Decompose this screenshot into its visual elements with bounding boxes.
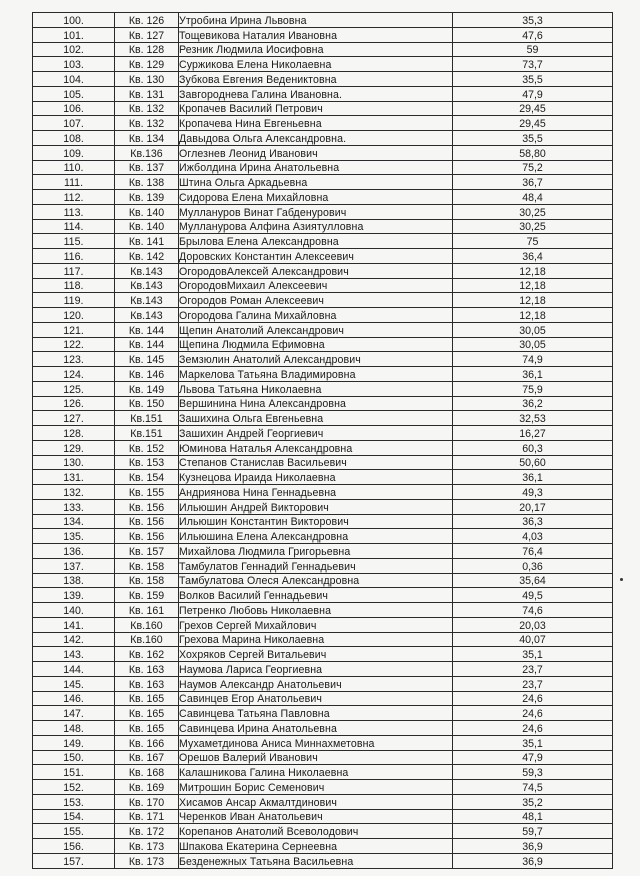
row-number: 115. bbox=[33, 234, 115, 249]
owner-name-cell: Тамбулатов Геннадий Геннадьевич bbox=[179, 558, 453, 573]
owner-name-cell: Тощевикова Наталия Ивановна bbox=[179, 27, 453, 42]
table-row bbox=[33, 116, 613, 131]
apartment-cell: Кв. 165 bbox=[115, 706, 179, 721]
owner-name-cell: ОгородовМихаил Алексеевич bbox=[179, 278, 453, 293]
table-row bbox=[33, 13, 613, 28]
apartment-cell: Кв. 168 bbox=[115, 765, 179, 780]
apartment-cell: Кв. 158 bbox=[115, 573, 179, 588]
table-row bbox=[33, 381, 613, 396]
table-row bbox=[33, 293, 613, 308]
row-number: 146. bbox=[33, 691, 115, 706]
table-row bbox=[33, 499, 613, 514]
row-number: 123. bbox=[33, 352, 115, 367]
row-number: 110. bbox=[33, 160, 115, 175]
owners-table-body bbox=[33, 13, 613, 869]
area-cell: 48,1 bbox=[453, 809, 613, 824]
row-number: 129. bbox=[33, 440, 115, 455]
table-row bbox=[33, 662, 613, 677]
owner-name-cell: Зашихина Ольга Евгеньевна bbox=[179, 411, 453, 426]
table-row bbox=[33, 308, 613, 323]
area-cell: 40,07 bbox=[453, 632, 613, 647]
area-cell: 23,7 bbox=[453, 676, 613, 691]
table-row bbox=[33, 573, 613, 588]
row-number: 111. bbox=[33, 175, 115, 190]
row-number: 144. bbox=[33, 662, 115, 677]
table-row bbox=[33, 175, 613, 190]
row-number: 101. bbox=[33, 27, 115, 42]
table-row bbox=[33, 470, 613, 485]
row-number: 134. bbox=[33, 514, 115, 529]
table-row bbox=[33, 706, 613, 721]
owner-name-cell: Огородов Роман Алексеевич bbox=[179, 293, 453, 308]
row-number: 140. bbox=[33, 603, 115, 618]
row-number: 151. bbox=[33, 765, 115, 780]
area-cell: 35,1 bbox=[453, 735, 613, 750]
area-cell: 75,9 bbox=[453, 381, 613, 396]
area-cell: 49,3 bbox=[453, 485, 613, 500]
owner-name-cell: Утробина Ирина Львовна bbox=[179, 13, 453, 28]
table-row bbox=[33, 514, 613, 529]
owner-name-cell: Муллануров Винат Габденурович bbox=[179, 204, 453, 219]
apartment-cell: Кв. 169 bbox=[115, 780, 179, 795]
owner-name-cell: Зашихин Андрей Георгиевич bbox=[179, 426, 453, 441]
apartment-cell: Кв. 132 bbox=[115, 101, 179, 116]
area-cell: 73,7 bbox=[453, 57, 613, 72]
owner-name-cell: Михайлова Людмила Григорьевна bbox=[179, 544, 453, 559]
apartment-cell: Кв. 165 bbox=[115, 721, 179, 736]
table-row bbox=[33, 676, 613, 691]
owner-name-cell: Вершинина Нина Александровна bbox=[179, 396, 453, 411]
owner-name-cell: Митрошин Борис Семенович bbox=[179, 780, 453, 795]
area-cell: 30,05 bbox=[453, 337, 613, 352]
apartment-cell: Кв. 141 bbox=[115, 234, 179, 249]
apartment-cell: Кв. 170 bbox=[115, 794, 179, 809]
owner-name-cell: Савинцева Ирина Анатольевна bbox=[179, 721, 453, 736]
area-cell: 36,9 bbox=[453, 853, 613, 868]
table-row bbox=[33, 765, 613, 780]
row-number: 121. bbox=[33, 322, 115, 337]
owner-name-cell: Кропачев Василий Петрович bbox=[179, 101, 453, 116]
area-cell: 50,60 bbox=[453, 455, 613, 470]
owner-name-cell: Зубкова Евгения Ведениктовна bbox=[179, 72, 453, 87]
area-cell: 20,03 bbox=[453, 617, 613, 632]
row-number: 128. bbox=[33, 426, 115, 441]
row-number: 125. bbox=[33, 381, 115, 396]
table-row bbox=[33, 352, 613, 367]
row-number: 145. bbox=[33, 676, 115, 691]
table-row bbox=[33, 529, 613, 544]
table-row bbox=[33, 647, 613, 662]
row-number: 148. bbox=[33, 721, 115, 736]
apartment-cell: Кв. 167 bbox=[115, 750, 179, 765]
owner-name-cell: ОгородовАлексей Александрович bbox=[179, 263, 453, 278]
area-cell: 12,18 bbox=[453, 293, 613, 308]
table-row bbox=[33, 603, 613, 618]
owner-name-cell: Сидорова Елена Михайловна bbox=[179, 190, 453, 205]
owner-name-cell: Щепина Людмила Ефимовна bbox=[179, 337, 453, 352]
row-number: 135. bbox=[33, 529, 115, 544]
area-cell: 59 bbox=[453, 42, 613, 57]
table-row bbox=[33, 824, 613, 839]
row-number: 130. bbox=[33, 455, 115, 470]
area-cell: 60,3 bbox=[453, 440, 613, 455]
row-number: 113. bbox=[33, 204, 115, 219]
owner-name-cell: Огородова Галина Михайловна bbox=[179, 308, 453, 323]
table-row bbox=[33, 780, 613, 795]
row-number: 119. bbox=[33, 293, 115, 308]
owner-name-cell: Степанов Станислав Васильевич bbox=[179, 455, 453, 470]
scan-speck bbox=[620, 578, 623, 581]
table-row bbox=[33, 234, 613, 249]
area-cell: 47,9 bbox=[453, 86, 613, 101]
owner-name-cell: Завгороднева Галина Ивановна. bbox=[179, 86, 453, 101]
table-row bbox=[33, 337, 613, 352]
apartment-cell: Кв. 130 bbox=[115, 72, 179, 87]
row-number: 141. bbox=[33, 617, 115, 632]
apartment-cell: Кв. 139 bbox=[115, 190, 179, 205]
owner-name-cell: Хисамов Ансар Акмалтдинович bbox=[179, 794, 453, 809]
row-number: 143. bbox=[33, 647, 115, 662]
apartment-cell: Кв. 145 bbox=[115, 352, 179, 367]
row-number: 137. bbox=[33, 558, 115, 573]
area-cell: 49,5 bbox=[453, 588, 613, 603]
owner-name-cell: Ильюшин Андрей Викторович bbox=[179, 499, 453, 514]
apartment-cell: Кв. 146 bbox=[115, 367, 179, 382]
area-cell: 12,18 bbox=[453, 278, 613, 293]
table-row bbox=[33, 617, 613, 632]
row-number: 131. bbox=[33, 470, 115, 485]
apartment-cell: Кв.143 bbox=[115, 308, 179, 323]
table-row bbox=[33, 367, 613, 382]
apartment-cell: Кв. 131 bbox=[115, 86, 179, 101]
area-cell: 30,25 bbox=[453, 219, 613, 234]
row-number: 152. bbox=[33, 780, 115, 795]
area-cell: 0,36 bbox=[453, 558, 613, 573]
row-number: 127. bbox=[33, 411, 115, 426]
row-number: 105. bbox=[33, 86, 115, 101]
owner-name-cell: Оглезнев Леонид Иванович bbox=[179, 145, 453, 160]
table-row bbox=[33, 721, 613, 736]
table-row bbox=[33, 219, 613, 234]
row-number: 103. bbox=[33, 57, 115, 72]
owner-name-cell: Хохряков Сергей Витальевич bbox=[179, 647, 453, 662]
area-cell: 36,2 bbox=[453, 396, 613, 411]
apartment-cell: Кв.143 bbox=[115, 263, 179, 278]
row-number: 107. bbox=[33, 116, 115, 131]
table-row bbox=[33, 322, 613, 337]
apartment-cell: Кв.136 bbox=[115, 145, 179, 160]
table-row bbox=[33, 426, 613, 441]
table-row bbox=[33, 588, 613, 603]
area-cell: 36,7 bbox=[453, 175, 613, 190]
table-row bbox=[33, 263, 613, 278]
area-cell: 36,1 bbox=[453, 367, 613, 382]
row-number: 149. bbox=[33, 735, 115, 750]
area-cell: 36,9 bbox=[453, 839, 613, 854]
row-number: 102. bbox=[33, 42, 115, 57]
table-row bbox=[33, 396, 613, 411]
apartment-cell: Кв. 155 bbox=[115, 485, 179, 500]
owner-name-cell: Мухаметдинова Аниса Миннахметовна bbox=[179, 735, 453, 750]
row-number: 109. bbox=[33, 145, 115, 160]
area-cell: 30,05 bbox=[453, 322, 613, 337]
table-row bbox=[33, 839, 613, 854]
owner-name-cell: Земзюлин Анатолий Александрович bbox=[179, 352, 453, 367]
apartment-cell: Кв. 128 bbox=[115, 42, 179, 57]
owner-name-cell: Давыдова Ольга Александровна. bbox=[179, 131, 453, 146]
table-row bbox=[33, 735, 613, 750]
apartment-cell: Кв. 158 bbox=[115, 558, 179, 573]
apartment-cell: Кв. 166 bbox=[115, 735, 179, 750]
owners-table bbox=[32, 12, 613, 869]
apartment-cell: Кв. 140 bbox=[115, 204, 179, 219]
owner-name-cell: Тамбулатова Олеся Александровна bbox=[179, 573, 453, 588]
owner-name-cell: Грехова Марина Николаевна bbox=[179, 632, 453, 647]
apartment-cell: Кв. 150 bbox=[115, 396, 179, 411]
table-row bbox=[33, 794, 613, 809]
area-cell: 35,1 bbox=[453, 647, 613, 662]
owner-name-cell: Резник Людмила Иосифовна bbox=[179, 42, 453, 57]
row-number: 154. bbox=[33, 809, 115, 824]
row-number: 118. bbox=[33, 278, 115, 293]
owner-name-cell: Суржикова Елена Николаевна bbox=[179, 57, 453, 72]
apartment-cell: Кв. 156 bbox=[115, 514, 179, 529]
row-number: 133. bbox=[33, 499, 115, 514]
apartment-cell: Кв.160 bbox=[115, 632, 179, 647]
apartment-cell: Кв. 126 bbox=[115, 13, 179, 28]
area-cell: 58,80 bbox=[453, 145, 613, 160]
table-row bbox=[33, 455, 613, 470]
area-cell: 35,5 bbox=[453, 131, 613, 146]
row-number: 139. bbox=[33, 588, 115, 603]
area-cell: 30,25 bbox=[453, 204, 613, 219]
apartment-cell: Кв. 173 bbox=[115, 853, 179, 868]
row-number: 147. bbox=[33, 706, 115, 721]
table-row bbox=[33, 544, 613, 559]
apartment-cell: Кв.143 bbox=[115, 293, 179, 308]
owner-name-cell: Маркелова Татьяна Владимировна bbox=[179, 367, 453, 382]
area-cell: 12,18 bbox=[453, 263, 613, 278]
table-row bbox=[33, 160, 613, 175]
apartment-cell: Кв. 153 bbox=[115, 455, 179, 470]
row-number: 136. bbox=[33, 544, 115, 559]
row-number: 126. bbox=[33, 396, 115, 411]
table-row bbox=[33, 750, 613, 765]
apartment-cell: Кв.160 bbox=[115, 617, 179, 632]
apartment-cell: Кв. 149 bbox=[115, 381, 179, 396]
apartment-cell: Кв. 156 bbox=[115, 529, 179, 544]
table-row bbox=[33, 190, 613, 205]
owner-name-cell: Кропачева Нина Евгеньевна bbox=[179, 116, 453, 131]
area-cell: 12,18 bbox=[453, 308, 613, 323]
owner-name-cell: Грехов Сергей Михайлович bbox=[179, 617, 453, 632]
owner-name-cell: Волков Василий Геннадьевич bbox=[179, 588, 453, 603]
owner-name-cell: Наумов Александр Анатольевич bbox=[179, 676, 453, 691]
area-cell: 47,9 bbox=[453, 750, 613, 765]
owner-name-cell: Штина Ольга Аркадьевна bbox=[179, 175, 453, 190]
owner-name-cell: Мулланурова Алфина Азиятулловна bbox=[179, 219, 453, 234]
area-cell: 35,3 bbox=[453, 13, 613, 28]
table-row bbox=[33, 558, 613, 573]
owner-name-cell: Ильюшина Елена Александровна bbox=[179, 529, 453, 544]
owner-name-cell: Орешов Валерий Иванович bbox=[179, 750, 453, 765]
table-row bbox=[33, 101, 613, 116]
table-row bbox=[33, 131, 613, 146]
apartment-cell: Кв. 162 bbox=[115, 647, 179, 662]
row-number: 120. bbox=[33, 308, 115, 323]
apartment-cell: Кв.143 bbox=[115, 278, 179, 293]
apartment-cell: Кв. 142 bbox=[115, 249, 179, 264]
apartment-cell: Кв. 132 bbox=[115, 116, 179, 131]
row-number: 138. bbox=[33, 573, 115, 588]
table-row bbox=[33, 632, 613, 647]
apartment-cell: Кв. 134 bbox=[115, 131, 179, 146]
table-row bbox=[33, 411, 613, 426]
row-number: 157. bbox=[33, 853, 115, 868]
apartment-cell: Кв.151 bbox=[115, 426, 179, 441]
row-number: 114. bbox=[33, 219, 115, 234]
row-number: 112. bbox=[33, 190, 115, 205]
area-cell: 76,4 bbox=[453, 544, 613, 559]
apartment-cell: Кв. 173 bbox=[115, 839, 179, 854]
apartment-cell: Кв.151 bbox=[115, 411, 179, 426]
table-row bbox=[33, 278, 613, 293]
row-number: 104. bbox=[33, 72, 115, 87]
apartment-cell: Кв. 161 bbox=[115, 603, 179, 618]
area-cell: 29,45 bbox=[453, 101, 613, 116]
table-row bbox=[33, 249, 613, 264]
table-row bbox=[33, 42, 613, 57]
table-row bbox=[33, 853, 613, 868]
area-cell: 35,2 bbox=[453, 794, 613, 809]
owner-name-cell: Ижболдина Ирина Анатольевна bbox=[179, 160, 453, 175]
owner-name-cell: Калашникова Галина Николаевна bbox=[179, 765, 453, 780]
table-row bbox=[33, 440, 613, 455]
area-cell: 75,2 bbox=[453, 160, 613, 175]
area-cell: 24,6 bbox=[453, 691, 613, 706]
owner-name-cell: Щепин Анатолий Александрович bbox=[179, 322, 453, 337]
area-cell: 20,17 bbox=[453, 499, 613, 514]
area-cell: 74,9 bbox=[453, 352, 613, 367]
owner-name-cell: Шпакова Екатерина Сернеевна bbox=[179, 839, 453, 854]
row-number: 156. bbox=[33, 839, 115, 854]
row-number: 108. bbox=[33, 131, 115, 146]
apartment-cell: Кв. 159 bbox=[115, 588, 179, 603]
row-number: 117. bbox=[33, 263, 115, 278]
owner-name-cell: Петренко Любовь Николаевна bbox=[179, 603, 453, 618]
owner-name-cell: Корепанов Анатолий Всеволодович bbox=[179, 824, 453, 839]
area-cell: 59,7 bbox=[453, 824, 613, 839]
area-cell: 35,64 bbox=[453, 573, 613, 588]
apartment-cell: Кв. 157 bbox=[115, 544, 179, 559]
apartment-cell: Кв. 156 bbox=[115, 499, 179, 514]
owner-name-cell: Безденежных Татьяна Васильевна bbox=[179, 853, 453, 868]
table-row bbox=[33, 204, 613, 219]
owner-name-cell: Савинцева Татьяна Павловна bbox=[179, 706, 453, 721]
owner-name-cell: Андриянова Нина Геннадьевна bbox=[179, 485, 453, 500]
apartment-cell: Кв. 154 bbox=[115, 470, 179, 485]
row-number: 124. bbox=[33, 367, 115, 382]
area-cell: 36,1 bbox=[453, 470, 613, 485]
row-number: 116. bbox=[33, 249, 115, 264]
area-cell: 35,5 bbox=[453, 72, 613, 87]
area-cell: 24,6 bbox=[453, 706, 613, 721]
owner-name-cell: Ильюшин Константин Викторович bbox=[179, 514, 453, 529]
apartment-cell: Кв. 172 bbox=[115, 824, 179, 839]
row-number: 153. bbox=[33, 794, 115, 809]
row-number: 150. bbox=[33, 750, 115, 765]
row-number: 142. bbox=[33, 632, 115, 647]
apartment-cell: Кв. 144 bbox=[115, 322, 179, 337]
apartment-cell: Кв. 163 bbox=[115, 676, 179, 691]
apartment-cell: Кв. 165 bbox=[115, 691, 179, 706]
row-number: 155. bbox=[33, 824, 115, 839]
owner-name-cell: Брылова Елена Александровна bbox=[179, 234, 453, 249]
area-cell: 4,03 bbox=[453, 529, 613, 544]
owner-name-cell: Юминова Наталья Александровна bbox=[179, 440, 453, 455]
owner-name-cell: Наумова Лариса Георгиевна bbox=[179, 662, 453, 677]
area-cell: 29,45 bbox=[453, 116, 613, 131]
row-number: 100. bbox=[33, 13, 115, 28]
row-number: 106. bbox=[33, 101, 115, 116]
owner-name-cell: Савинцев Егор Анатольевич bbox=[179, 691, 453, 706]
table-row bbox=[33, 691, 613, 706]
owner-name-cell: Львова Татьяна Николаевна bbox=[179, 381, 453, 396]
row-number: 132. bbox=[33, 485, 115, 500]
area-cell: 36,3 bbox=[453, 514, 613, 529]
table-row bbox=[33, 57, 613, 72]
table-row bbox=[33, 72, 613, 87]
apartment-cell: Кв. 129 bbox=[115, 57, 179, 72]
table-row bbox=[33, 27, 613, 42]
apartment-cell: Кв. 144 bbox=[115, 337, 179, 352]
owner-name-cell: Доровских Константин Алексеевич bbox=[179, 249, 453, 264]
apartment-cell: Кв. 140 bbox=[115, 219, 179, 234]
table-row bbox=[33, 809, 613, 824]
apartment-cell: Кв. 171 bbox=[115, 809, 179, 824]
apartment-cell: Кв. 137 bbox=[115, 160, 179, 175]
area-cell: 24,6 bbox=[453, 721, 613, 736]
area-cell: 16,27 bbox=[453, 426, 613, 441]
table-row bbox=[33, 485, 613, 500]
apartment-cell: Кв. 138 bbox=[115, 175, 179, 190]
area-cell: 23,7 bbox=[453, 662, 613, 677]
area-cell: 47,6 bbox=[453, 27, 613, 42]
row-number: 122. bbox=[33, 337, 115, 352]
apartment-cell: Кв. 127 bbox=[115, 27, 179, 42]
area-cell: 36,4 bbox=[453, 249, 613, 264]
area-cell: 75 bbox=[453, 234, 613, 249]
area-cell: 59,3 bbox=[453, 765, 613, 780]
table-row bbox=[33, 145, 613, 160]
area-cell: 32,53 bbox=[453, 411, 613, 426]
owner-name-cell: Черенков Иван Анатольевич bbox=[179, 809, 453, 824]
apartment-cell: Кв. 152 bbox=[115, 440, 179, 455]
area-cell: 74,5 bbox=[453, 780, 613, 795]
owner-name-cell: Кузнецова Ираида Николаевна bbox=[179, 470, 453, 485]
area-cell: 74,6 bbox=[453, 603, 613, 618]
apartment-cell: Кв. 163 bbox=[115, 662, 179, 677]
table-row bbox=[33, 86, 613, 101]
area-cell: 48,4 bbox=[453, 190, 613, 205]
